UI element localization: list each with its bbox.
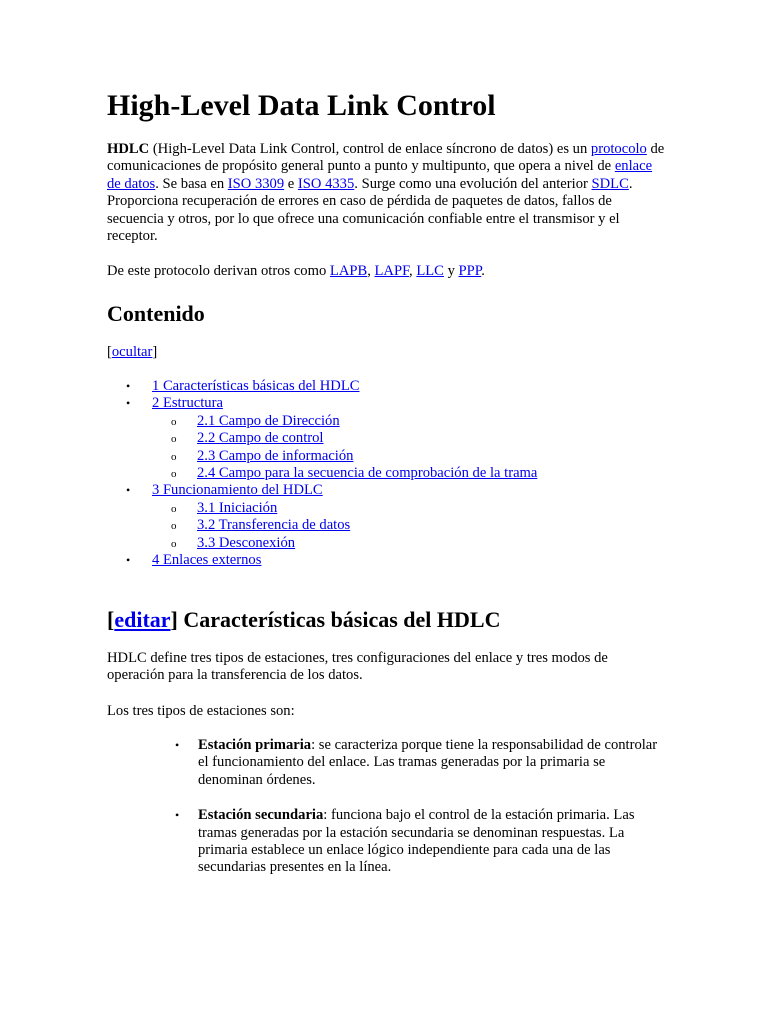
link-lapf[interactable]: LAPF bbox=[374, 263, 410, 279]
toc-subitem bbox=[152, 500, 707, 517]
link-iso-4335[interactable]: ISO 4335 bbox=[297, 175, 355, 192]
toc-link-estructura[interactable]: 2 Estructura bbox=[152, 395, 223, 412]
circle-bullet-icon: o bbox=[171, 450, 177, 463]
section-heading-caracteristicas bbox=[107, 605, 500, 635]
toc-link-desconexion[interactable]: 3.3 Desconexión bbox=[197, 534, 296, 551]
bullet-icon: • bbox=[126, 396, 131, 411]
separator: y bbox=[443, 263, 459, 279]
link-iso-3309[interactable]: ISO 3309 bbox=[227, 175, 285, 192]
bracket-open: [ bbox=[107, 607, 115, 632]
intro-text-1: (High-Level Data Link Control, control de enlace síncrono de datos) es un bbox=[149, 141, 591, 157]
station-term: Estación primaria bbox=[198, 737, 312, 753]
link-lapb[interactable]: LAPB bbox=[329, 263, 368, 279]
intro-text-6: . Proporciona recuperación de errores en caso de pérdida de paquetes de datos, fallos de secuencia y otros, por lo que ofrece una comunicación confiable entre el transmisor y el receptor. bbox=[107, 175, 633, 245]
circle-bullet-icon: o bbox=[171, 520, 177, 533]
contents-heading: Contenido bbox=[107, 301, 205, 326]
bullet-icon: • bbox=[126, 483, 131, 498]
circle-bullet-icon: o bbox=[171, 502, 177, 515]
list-item bbox=[107, 807, 668, 877]
circle-bullet-icon: o bbox=[171, 415, 177, 428]
toc-link-caracteristicas[interactable]: 1 Características básicas del HDLC bbox=[152, 378, 360, 394]
toc-link-transferencia[interactable]: 3.2 Transferencia de datos bbox=[197, 517, 351, 534]
section-paragraph: Los tres tipos de estaciones son: bbox=[107, 703, 295, 719]
derived-text: De este protocolo derivan otros como bbox=[107, 263, 330, 279]
intro-text-3: . Se basa en bbox=[155, 175, 228, 192]
toc-item bbox=[107, 378, 707, 395]
intro-text-4: e bbox=[284, 175, 298, 192]
circle-bullet-icon: o bbox=[171, 537, 177, 550]
circle-bullet-icon: o bbox=[171, 433, 177, 446]
link-llc[interactable]: LLC bbox=[416, 263, 444, 279]
toc-link-enlaces-externos[interactable]: 4 Enlaces externos bbox=[152, 552, 262, 569]
bracket-open: [ bbox=[107, 344, 112, 360]
toc-link-funcionamiento[interactable]: 3 Funcionamiento del HDLC bbox=[152, 482, 323, 499]
bullet-icon: • bbox=[175, 738, 180, 752]
bracket-close: ] bbox=[170, 607, 178, 632]
toc-link-campo-fcs[interactable]: 2.4 Campo para la secuencia de comprobación de la trama bbox=[197, 465, 538, 482]
toc-subitem bbox=[152, 465, 707, 482]
toc-item bbox=[107, 552, 707, 569]
page-title: High-Level Data Link Control bbox=[107, 89, 496, 122]
hide-contents-link[interactable]: ocultar bbox=[111, 344, 153, 360]
stations-list bbox=[107, 737, 667, 895]
toc-link-iniciacion[interactable]: 3.1 Iniciación bbox=[197, 499, 278, 516]
list-item bbox=[107, 737, 668, 789]
bullet-icon: • bbox=[126, 379, 131, 393]
period: . bbox=[481, 263, 485, 279]
bullet-icon: • bbox=[126, 553, 131, 568]
station-term: Estación secundaria bbox=[198, 807, 324, 824]
toc-link-campo-control[interactable]: 2.2 Campo de control bbox=[197, 430, 324, 447]
section-paragraph: HDLC define tres tipos de estaciones, tres configuraciones del enlace y tres modos de operación para la transferencia de los datos. bbox=[107, 650, 608, 684]
circle-bullet-icon: o bbox=[171, 468, 177, 481]
link-ppp[interactable]: PPP bbox=[458, 263, 482, 279]
derived-protocols-paragraph bbox=[107, 263, 667, 280]
intro-paragraph bbox=[107, 141, 667, 245]
toc-item bbox=[107, 395, 707, 482]
bullet-icon: • bbox=[175, 808, 180, 823]
toc-subitem bbox=[152, 517, 707, 534]
intro-text-2: de comunicaciones de propósito general punto a punto y multipunto, que opera a nivel de bbox=[107, 141, 665, 175]
contents-toggle bbox=[107, 344, 157, 361]
edit-section-link[interactable]: editar bbox=[114, 607, 171, 632]
intro-bold-term: HDLC bbox=[107, 141, 150, 157]
intro-text-5: . Surge como una evolución del anterior bbox=[354, 175, 592, 192]
toc-subitem bbox=[152, 413, 707, 430]
link-protocolo[interactable]: protocolo bbox=[590, 141, 647, 157]
bracket-close: ] bbox=[152, 344, 158, 360]
station-description: : se caracteriza porque tiene la responsabilidad de controlar el funcionamiento del enlace. Las tramas generadas por la primaria se denominan órdenes. bbox=[198, 737, 658, 788]
toc-link-campo-direccion[interactable]: 2.1 Campo de Dirección bbox=[197, 412, 340, 429]
table-of-contents bbox=[107, 378, 707, 569]
station-description: : funciona bajo el control de la estación primaria. Las tramas generadas por la estación secundaria se denominan respuestas. La primaria establece un enlace lógico independiente para cada una de las secundarias presentes en la línea. bbox=[198, 807, 635, 876]
link-enlace-de-datos[interactable]: enlace de datos bbox=[107, 158, 653, 192]
separator: , bbox=[409, 263, 417, 279]
toc-item bbox=[107, 482, 707, 552]
toc-subitem bbox=[152, 535, 707, 552]
toc-subitem bbox=[152, 430, 707, 447]
link-sdlc[interactable]: SDLC bbox=[591, 175, 629, 192]
toc-subitem bbox=[152, 448, 707, 465]
toc-link-campo-informacion[interactable]: 2.3 Campo de información bbox=[197, 447, 354, 464]
section-heading-text: Características básicas del HDLC bbox=[177, 607, 501, 632]
separator: , bbox=[367, 263, 375, 279]
